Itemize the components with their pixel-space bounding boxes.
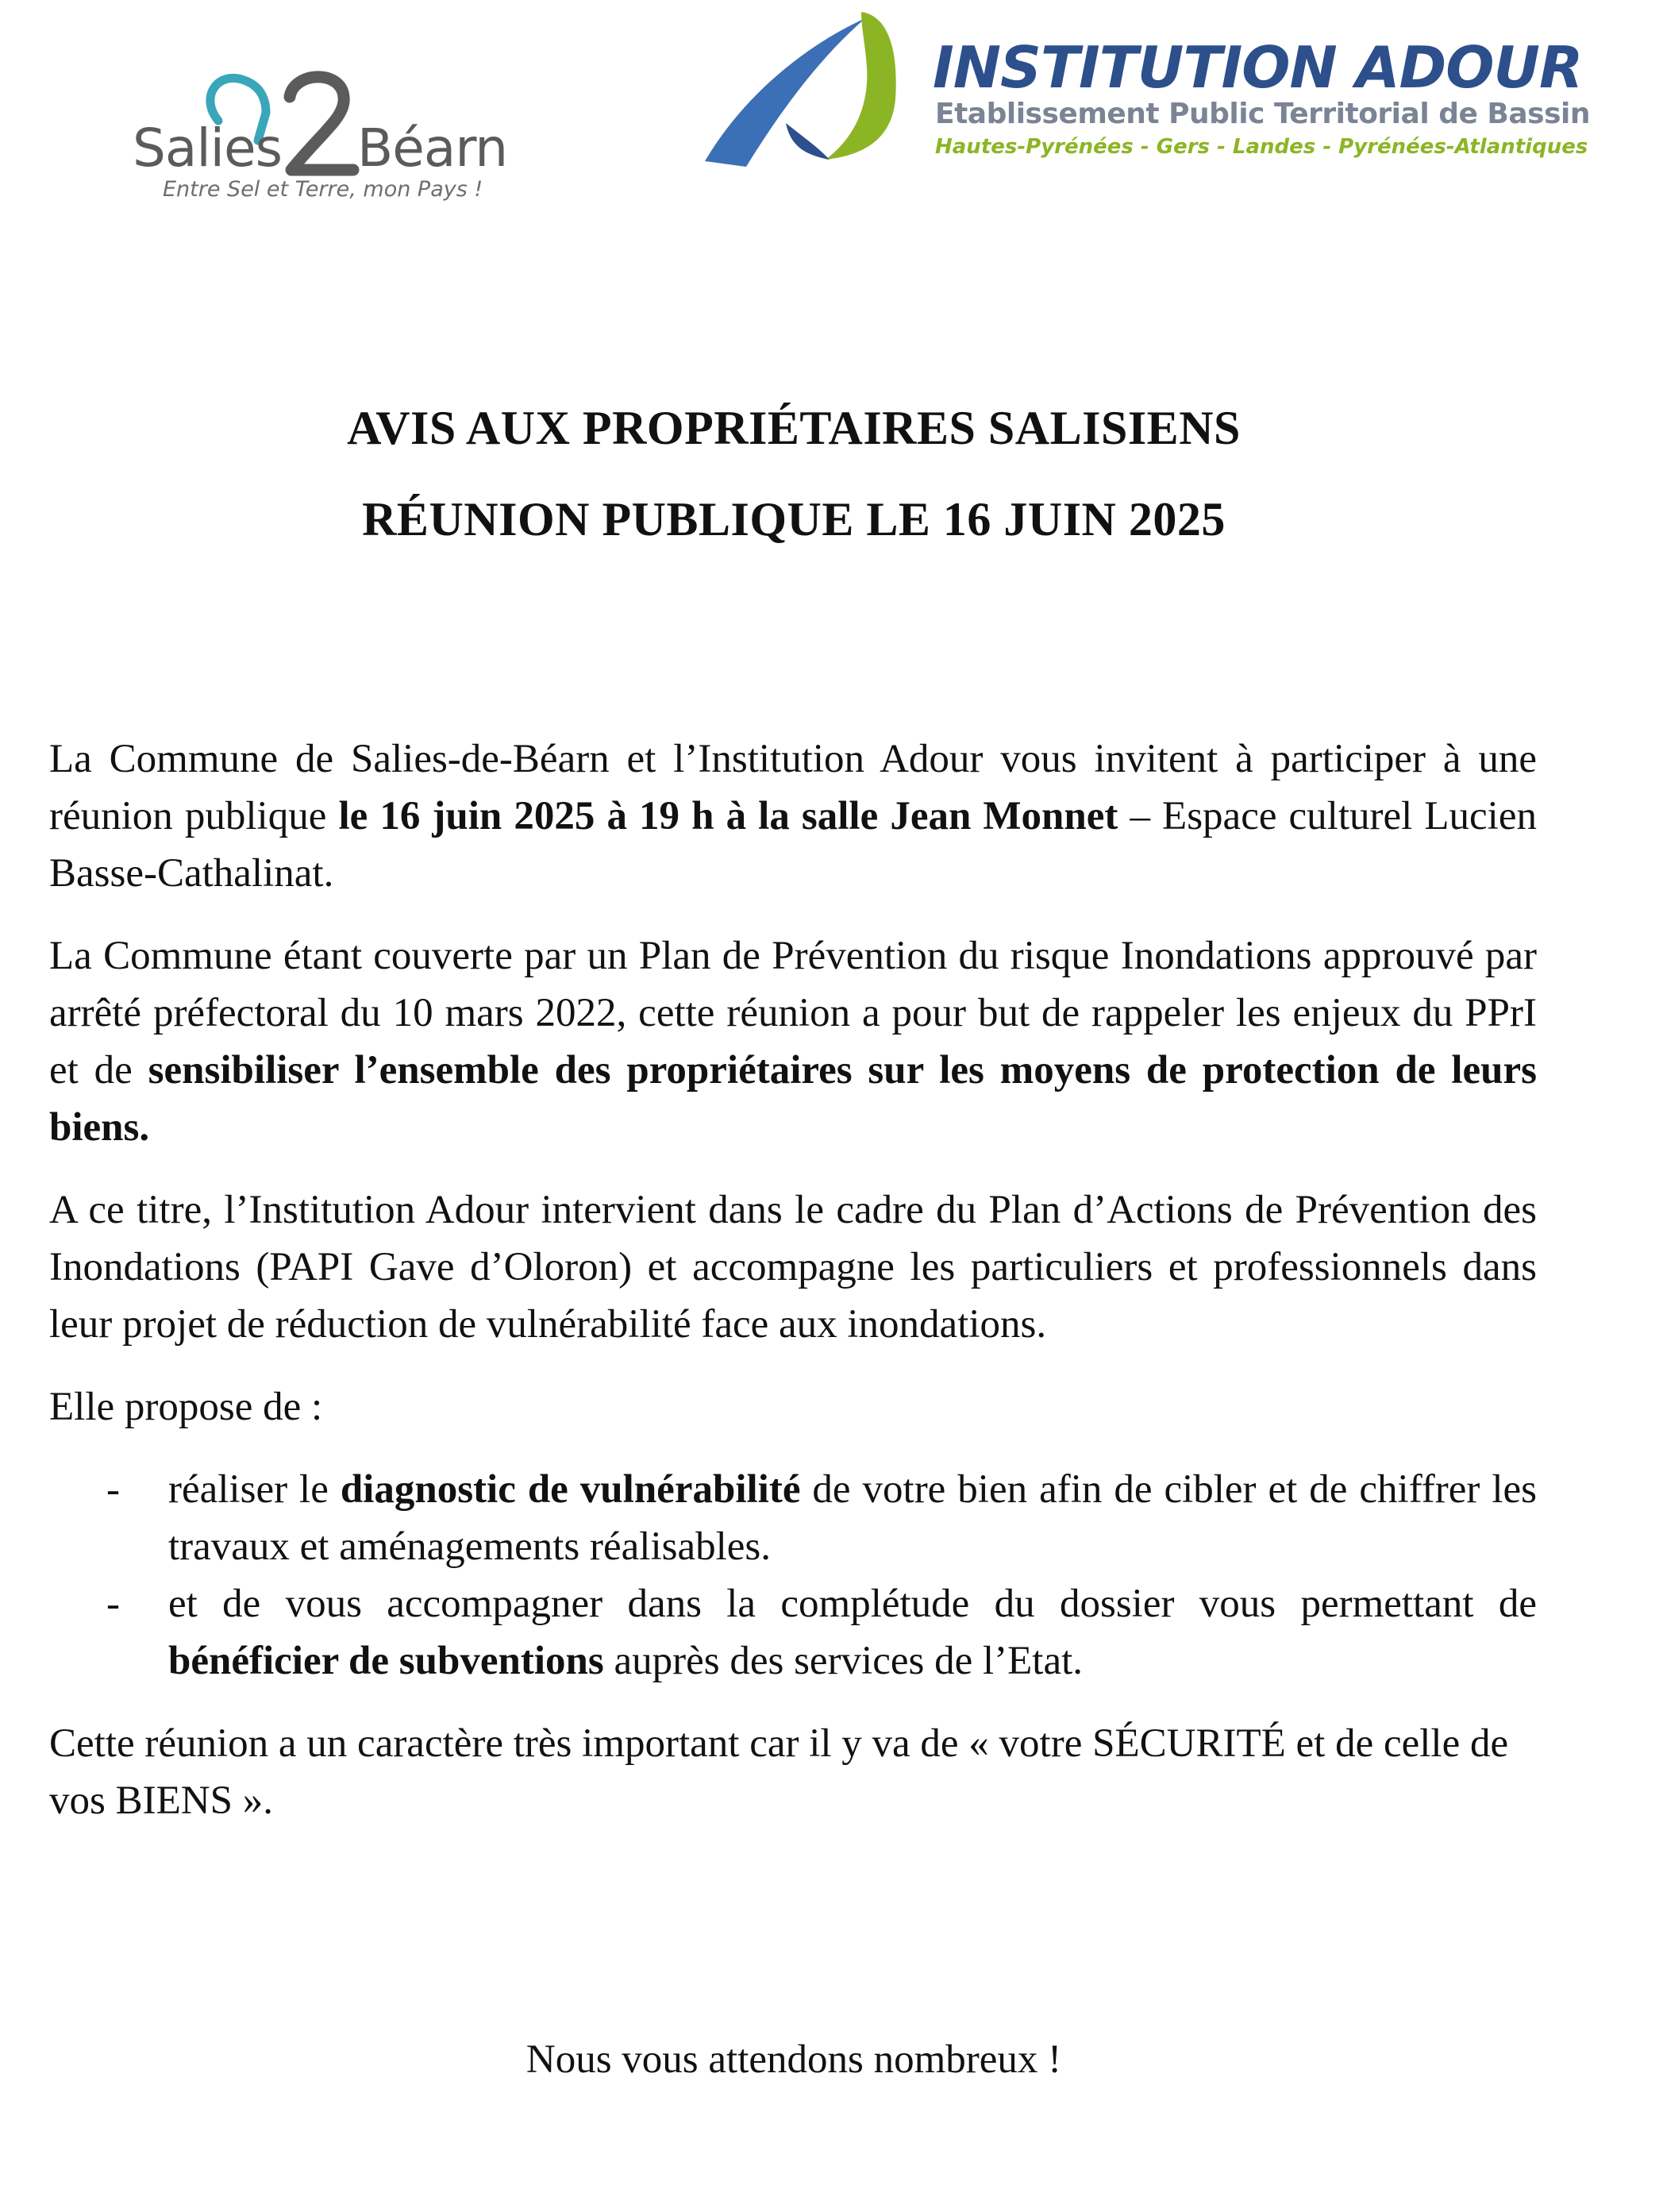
proposal-list	[49, 1461, 1537, 1690]
meeting-date-location: le 16 juin 2025 à 19 h à la salle Jean Monnet	[338, 794, 1118, 838]
paragraph-ppri-text: La Commune étant couverte par un Plan de Prévention du risque Inondations approuvé par arrêté préfectoral du 10 mars 2022, cette réunion a pour but de rappeler les enjeux du PPrI et de	[49, 934, 1537, 1093]
list-item-1-emphasis: diagnostic de vulnérabilité	[340, 1467, 801, 1512]
paragraph-ppri	[49, 927, 1537, 1156]
list-item-2-text: et de vous accompagner dans la complétude du dossier vous permettant de	[168, 1582, 1537, 1626]
adour-logo-subtitle: Etablissement Public Territorial de Bassin	[935, 98, 1590, 130]
salies-logo-word-salies: Salies	[133, 118, 283, 179]
salies-logo	[119, 56, 508, 214]
list-item	[49, 1461, 1537, 1575]
paragraph-invitation-text-end: – Espace culturel Lucien Basse-Cathalinat.	[49, 794, 1537, 896]
title-line-2: RÉUNION PUBLIQUE LE 16 JUIN 2025	[362, 493, 1226, 545]
list-item-1-text-end: de votre bien afin de cibler et de chiffrer les travaux et aménagements réalisables.	[168, 1467, 1537, 1569]
list-dash: -	[106, 1582, 120, 1626]
paragraph-propose: Elle propose de :	[49, 1385, 323, 1429]
list-dash: -	[106, 1467, 120, 1512]
adour-swoosh-icon	[699, 4, 905, 171]
closing-line: Nous vous attendons nombreux !	[525, 2037, 1062, 2082]
list-item-2-text-end: auprès des services de l’Etat.	[603, 1639, 1084, 1683]
adour-logo-departments: Hautes-Pyrénées - Gers - Landes - Pyrénées-Atlantiques	[935, 135, 1588, 159]
salies-logo-word-bearn: Béarn	[357, 118, 508, 179]
list-item-2-emphasis: bénéficier de subventions	[168, 1639, 604, 1683]
paragraph-invitation	[49, 730, 1537, 902]
paragraph-ppri-emphasis: sensibiliser l’ensemble des propriétaires sur les moyens de protection de leurs biens.	[49, 1048, 1537, 1150]
adour-logo-title: INSTITUTION ADOUR	[933, 34, 1583, 101]
notice-body	[49, 730, 1537, 1855]
list-item-1-text: réaliser le	[168, 1467, 341, 1512]
institution-adour-logo	[699, 4, 1590, 171]
paragraph-invitation-text: La Commune de Salies-de-Béarn et l’Institution Adour vous invitent à participer à une réunion publique	[49, 737, 1537, 838]
list-item	[49, 1575, 1537, 1690]
paragraph-importance: Cette réunion a un caractère très important car il y va de « votre SÉCURITÉ et de celle de vos BIENS ».	[49, 1721, 1509, 1823]
paragraph-papi: A ce titre, l’Institution Adour intervient dans le cadre du Plan d’Actions de Prévention des Inondations (PAPI Gave d’Oloron) et accompagne les particuliers et professionnels dans leur projet de réduction de vulnérabilité face aux inondations.	[49, 1188, 1537, 1347]
title-line-1: AVIS AUX PROPRIÉTAIRES SALISIENS	[347, 402, 1241, 454]
salies-logo-tagline: Entre Sel et Terre, mon Pays !	[163, 177, 483, 202]
